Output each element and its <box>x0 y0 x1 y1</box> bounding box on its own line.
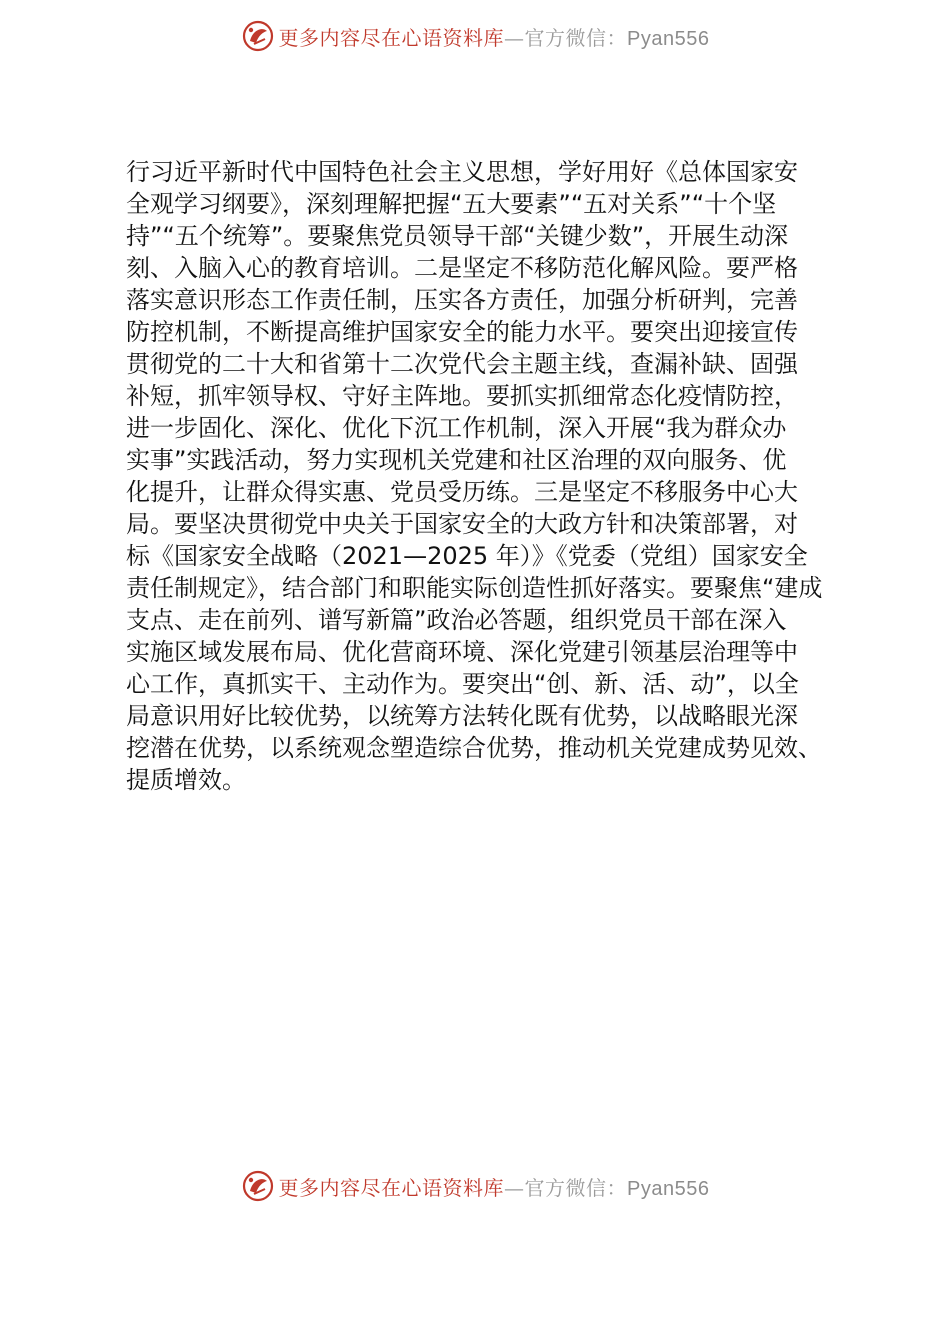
body-text-line: 提质增效。 <box>126 766 246 794</box>
footer-banner-text <box>279 1172 710 1201</box>
body-text-line: 刻、入脑入心的教育培训。二是坚定不移防范化解风险。要严格 <box>126 254 798 282</box>
body-text-line: 落实意识形态工作责任制，压实各方责任，加强分析研判，完善 <box>126 286 798 314</box>
body-text-line: 行习近平新时代中国特色社会主义思想，学好用好《总体国家安 <box>126 158 798 186</box>
body-text-line: 支点、走在前列、谱写新篇”政治必答题，组织党员干部在深入 <box>126 606 787 634</box>
document-body <box>126 156 846 796</box>
footer-wechat-label: 官方微信： <box>524 1175 628 1200</box>
body-text-line: 局。要坚决贯彻党中央关于国家安全的大政方针和决策部署，对 <box>126 510 798 538</box>
footer-banner <box>0 1166 950 1206</box>
body-text-line: 防控机制，不断提高维护国家安全的能力水平。要突出迎接宣传 <box>126 318 798 346</box>
header-wechat-label: 官方微信： <box>524 25 628 50</box>
body-text-line: 贯彻党的二十大和省第十二次党代会主题主线，查漏补缺、固强 <box>126 350 798 378</box>
footer-dash: — <box>504 1175 525 1200</box>
body-text-line: 进一步固化、深化、优化下沉工作机制，深入开展“我为群众办 <box>126 414 787 442</box>
brand-logo-icon <box>241 19 275 53</box>
header-dash: — <box>504 25 525 50</box>
header-wechat-id: Pyan556 <box>627 27 710 50</box>
body-text-line: 责任制规定》，结合部门和职能实际创造性抓好落实。要聚焦“建成 <box>126 574 823 602</box>
body-text-line: 全观学习纲要》，深刻理解把握“五大要素”“五对关系”“十个坚 <box>126 190 777 218</box>
body-text-line: 化提升，让群众得实惠、党员受历练。三是坚定不移服务中心大 <box>126 478 798 506</box>
header-banner-text <box>279 22 710 51</box>
body-text-line: 挖潜在优势，以系统观念塑造综合优势，推动机关党建成势见效、 <box>126 734 822 762</box>
footer-wechat-id: Pyan556 <box>627 1177 710 1200</box>
brand-logo-icon <box>241 1169 275 1203</box>
body-text-line: 持”“五个统筹”。要聚焦党员领导干部“关键少数”，开展生动深 <box>126 222 789 250</box>
body-text-line: 局意识用好比较优势，以统筹方法转化既有优势，以战略眼光深 <box>126 702 798 730</box>
footer-site-name: 更多内容尽在心语资料库 <box>278 1175 505 1200</box>
body-text-line: 标《国家安全战略（2021—2025 年）》《党委（党组）国家安全 <box>126 542 808 570</box>
body-text-line: 补短，抓牢领导权、守好主阵地。要抓实抓细常态化疫情防控， <box>126 382 798 410</box>
header-site-name: 更多内容尽在心语资料库 <box>278 25 505 50</box>
body-text-line: 实施区域发展布局、优化营商环境、深化党建引领基层治理等中 <box>126 638 798 666</box>
header-banner <box>0 16 950 56</box>
body-text-line: 实事”实践活动，努力实现机关党建和社区治理的双向服务、优 <box>126 446 787 474</box>
body-text-line: 心工作，真抓实干、主动作为。要突出“创、新、活、动”，以全 <box>126 670 799 698</box>
